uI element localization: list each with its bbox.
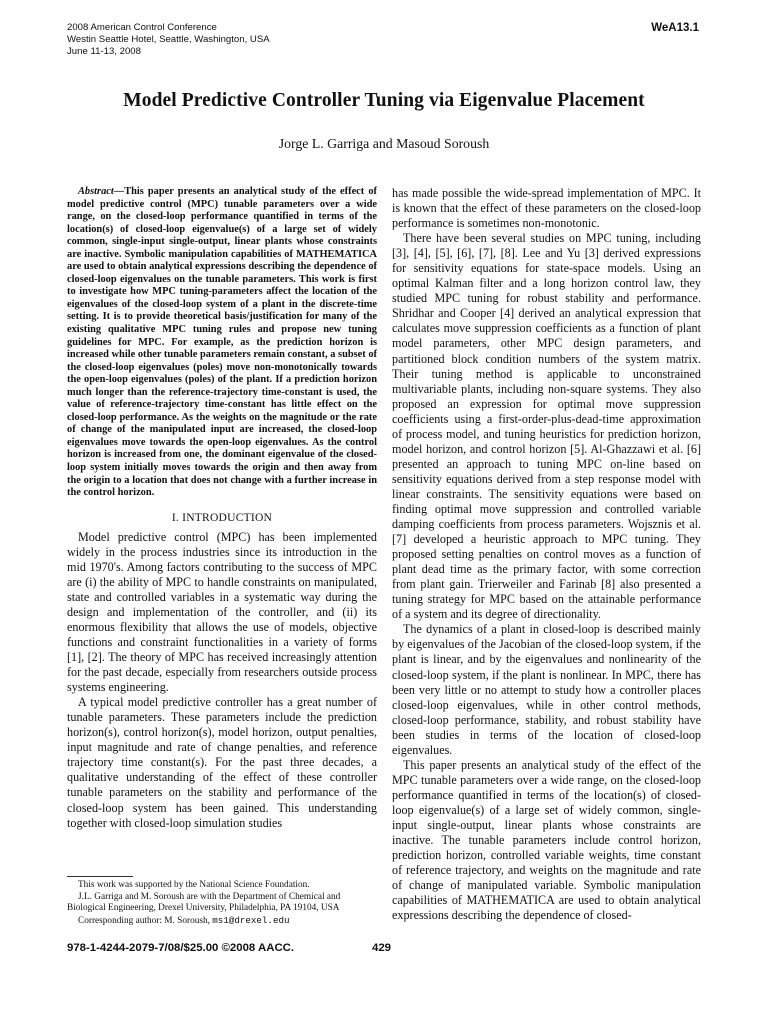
right-column — [392, 186, 701, 923]
left-column — [67, 186, 377, 831]
conference-venue: Westin Seattle Hotel, Seattle, Washington, USA — [67, 34, 270, 46]
corresponding-label: Corresponding author: M. Soroush, — [78, 915, 210, 926]
abstract-text: This paper presents an analytical study of the effect of model predictive control (MPC) tunable parameters over a wide range, on the closed-loop performance quantified in terms of the location(s) of closed-loop eigenvalue(s) of a large set of widely common, single-input single-output, linear plants whose constraints are inactive. Symbolic manipulation capabilities of MATHEMATICA are used to obtain analytical expressions describing the dependence of closed-loop eigenvalues on the tunable parameters. This work is first to investigate how MPC tuning-parameters affect the location of the eigenvalues of the closed-loop system of a plant in the discrete-time setting. It is to provide theoretical basis/justification for many of the existing qualitative MPC tuning rules and propose new tuning guidelines for MPC. For example, as the prediction horizon is increased while other tunable parameters remain constant, a subset of the closed-loop eigenvalues (poles) move non-monotonically towards the open-loop eigenvalues (poles) of the plant. If a prediction horizon much longer than the reference-trajectory time-constant is used, the value of reference-trajectory time-constant has little effect on the closed-loop performance. As the weights on the magnitude or the rate of change of the manipulated input are increased, the closed-loop eigenvalues move towards the open-loop eigenvalues. As the control horizon is increased from one, the dominant eigenvalue of the closed-loop system initially moves towards the origin and then away from the origin to a location that does not change with a further increase in the control horizon. — [67, 186, 377, 499]
footnote-support: This work was supported by the National Science Foundation. — [78, 880, 310, 890]
abstract — [67, 186, 377, 500]
paper-title: Model Predictive Controller Tuning via Eigenvalue Placement — [123, 90, 645, 111]
intro-paragraph: A typical model predictive controller has a great number of tunable parameters. These parameters include the prediction horizon(s), control horizon(s), model horizon, output penalties, input magnitude and rate of change penalties, and reference trajectory time constant(s). For the past three decades, a qualitative understanding of the effect of these controller tunable parameters on the stability and performance of the closed-loop system has been gained. This understanding together with closed-loop simulation studies — [67, 695, 377, 830]
isbn-copyright: 978-1-4244-2079-7/08/$25.00 ©2008 AACC. — [67, 942, 295, 954]
body-paragraph: The dynamics of a plant in closed-loop is described mainly by eigenvalues of the Jacobian of the closed-loop system, if the plant is linear, and by the eigenvalues and nonlinearity of the closed-loop system, if the plant is nonlinear. In MPC, there has been very little or no attempt to study how a controller places closed-loop eigenvalues, while in other control methods, closed-loop performance, stability, and robust stability have been studies in terms of the location of closed-loop eigenvalues. — [392, 622, 701, 757]
paper-authors: Jorge L. Garriga and Masoud Soroush — [278, 136, 490, 151]
footnote-affiliation: J.L. Garriga and M. Soroush are with the Department of Chemical and Biological Engineering, Drexel University, Philadelphia, PA 19104, USA — [67, 891, 341, 914]
author-email[interactable]: ms1@drexel.edu — [212, 914, 290, 926]
conference-dates: June 11-13, 2008 — [67, 46, 141, 58]
section-heading-introduction: I. INTRODUCTION — [171, 510, 273, 524]
footnote-rule — [67, 876, 133, 877]
conference-name: 2008 American Control Conference — [67, 22, 217, 33]
intro-paragraph: Model predictive control (MPC) has been implemented widely in the process industries since its introduction in the mid 1970's. Among factors contributing to the success of MPC are (i) the ability of MPC to handle constraints on manipulated, state and controlled variables in a systematic way during the design and implementation of the controller, and (ii) its enormous flexibility that allows the use of models, objective functions and constraint functionalities in a variety of forms [1], [2]. The theory of MPC has received increasingly attention for the past decade, especially from researchers outside process systems engineering. — [67, 529, 377, 695]
footnote-corresponding — [67, 915, 377, 928]
abstract-label: Abstract— — [78, 186, 125, 197]
body-paragraph: has made possible the wide-spread implementation of MPC. It is known that the effect of these parameters on the closed-loop performance is sometimes non-monotonic. — [392, 186, 701, 231]
body-paragraph: There have been several studies on MPC tuning, including [3], [4], [5], [6], [7], [8]. Lee and Yu [3] derived expressions for sensitivity equations for state-space models. Using an optimal Kalman filter and a long horizon control law, they studied MPC tuning for robust stability and performance. Shridhar and Cooper [4] derived an analytical expression that calculates move suppression coefficients as a function of plant model parameters, other MPC design parameters, and partitioned block condition numbers of the system matrix. Their tuning method is applicable to unconstrained multivariable plants, including non-square systems. They also proposed an expression for optimal move suppression coefficients using a first-order-plus-dead-time approximation of process model, and tuning heuristics for prediction horizon, model horizon, and control horizon [5]. Al-Ghazzawi et al. [6] presented an approach to tuning MPC on-line based on sensitivity equations derived from a step response model with linear constraints. The sensitivity equations were based on finding optimal move suppression and controlled variable damping coefficients from process parameters. Wojsznis et al. [7] developed a heuristic approach to MPC tuning. They proposed setting penalties on control moves as a function of plant dead time as the primary factor, with some correction from plant gain. Trierweiler and Farinab [8] also presented a tuning strategy for MPC based on the attainable performance of a system and its degree of directionality. — [392, 231, 701, 622]
body-paragraph: This paper presents an analytical study of the effect of the MPC tunable parameters over a wide range, on the closed-loop performance quantified in terms of the location(s) of closed-loop eigenvalue(s) of a large set of widely common, single-input single-output, linear plants whose constraints are inactive. The tunable parameters include control horizon, prediction horizon, controlled variable weights, time constant of reference trajectory, and weights on the magnitude and rate of change of manipulated variable. Symbolic manipulation capabilities of MATHEMATICA are used to obtain analytical expressions describing the dependence of closed- — [392, 757, 701, 923]
conference-header — [67, 22, 270, 59]
footnote — [67, 880, 377, 927]
session-code: WeA13.1 — [651, 22, 699, 34]
page-number: 429 — [372, 942, 392, 954]
